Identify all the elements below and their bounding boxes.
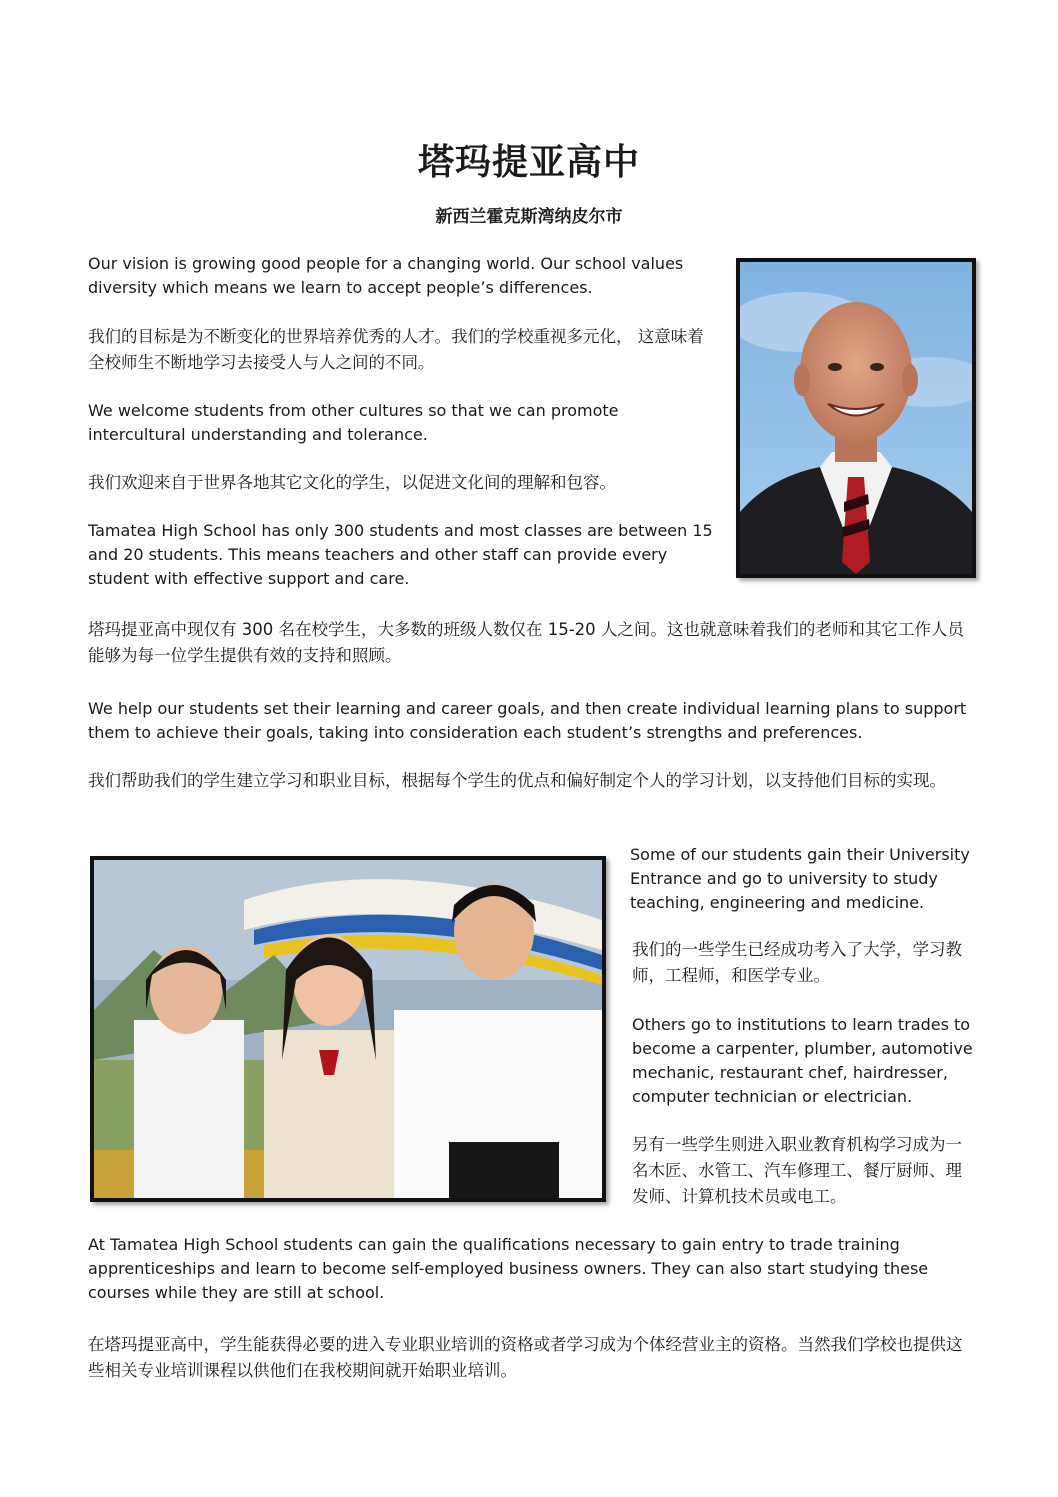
size-zh: 塔玛提亚高中现仅有 300 名在校学生，大多数的班级人数仅在 15-20 人之间。这也就意味着我们的老师和其它工作人员能够为每一位学生提供有效的支持和照顾。	[88, 620, 964, 665]
page-title: 塔玛提亚高中	[417, 142, 640, 183]
size-en: Tamatea High School has only 300 students and most classes are between 15 and 20 students. This means teachers and other staff can provide every student with effective support and care.	[88, 521, 713, 588]
welcome-en: We welcome students from other cultures so that we can promote intercultural understanding and tolerance.	[88, 401, 619, 444]
university-zh: 我们的一些学生已经成功考入了大学，学习教师，工程师，和医学专业。	[632, 940, 962, 985]
principal-photo	[736, 258, 976, 578]
qualifications-en: At Tamatea High School students can gain the qualifications necessary to gain entry to trade training apprenticeships and learn to become self-employed business owners. They can also start studying these courses while they are still at school.	[88, 1235, 929, 1302]
goals-en: We help our students set their learning and career goals, and then create individual learning plans to support them to achieve their goals, taking into consideration each student’s strengths and preferences.	[88, 699, 967, 742]
students-photo	[90, 856, 606, 1202]
university-en: Some of our students gain their University Entrance and go to university to study teaching, engineering and medicine.	[630, 845, 970, 912]
trades-en: Others go to institutions to learn trades to become a carpenter, plumber, automotive mechanic, restaurant chef, hairdresser, computer technician or electrician.	[632, 1015, 973, 1106]
welcome-zh: 我们欢迎来自于世界各地其它文化的学生，以促进文化间的理解和包容。	[88, 473, 616, 492]
goals-zh: 我们帮助我们的学生建立学习和职业目标，根据每个学生的优点和偏好制定个人的学习计划，以支持他们目标的实现。	[88, 771, 946, 790]
qualifications-zh: 在塔玛提亚高中，学生能获得必要的进入专业职业培训的资格或者学习成为个体经营业主的资格。当然我们学校也提供这些相关专业培训课程以供他们在我校期间就开始职业培训。	[88, 1335, 963, 1380]
page-subtitle: 新西兰霍克斯湾纳皮尔市	[435, 207, 623, 227]
vision-zh: 我们的目标是为不断变化的世界培养优秀的人才。我们的学校重视多元化， 这意味着全校师生不断地学习去接受人与人之间的不同。	[88, 327, 704, 372]
vision-en: Our vision is growing good people for a changing world. Our school values diversity which means we learn to accept people’s differences.	[88, 254, 684, 297]
trades-zh: 另有一些学生则进入职业教育机构学习成为一名木匠、水管工、汽车修理工、餐厅厨师、理发师、计算机技术员或电工。	[632, 1135, 962, 1206]
